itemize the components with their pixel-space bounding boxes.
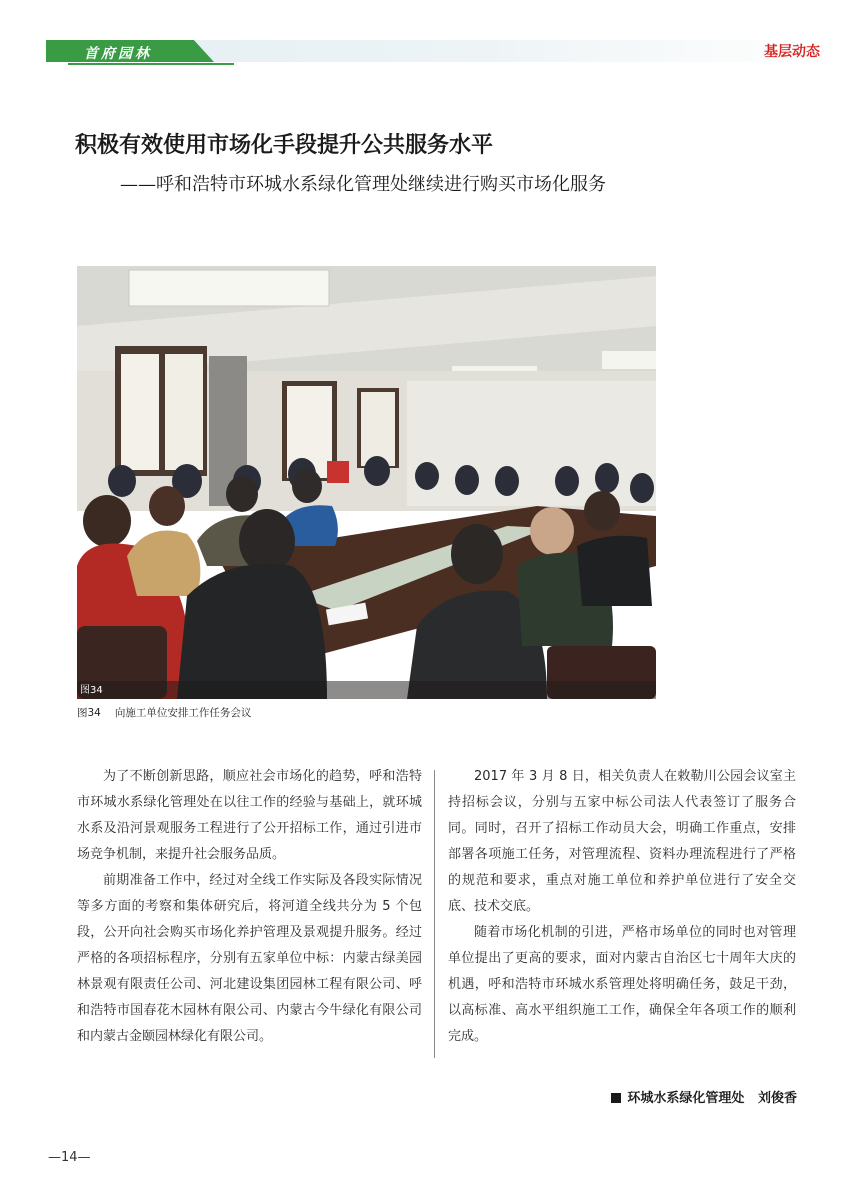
byline	[611, 1087, 797, 1106]
section-underline	[68, 63, 234, 65]
meeting-photo	[77, 266, 656, 699]
caption-text: 向施工单位安排工作任务会议	[114, 707, 252, 719]
column-divider	[434, 770, 435, 1058]
body-column-right	[448, 764, 796, 1050]
byline-author: 刘俊香	[757, 1091, 797, 1106]
paragraph: 为了不断创新思路，顺应社会市场化的趋势，呼和浩特市环城水系绿化管理处在以往工作的经验与基础上，就环城水系及沿河景观服务工程进行了公开招标工作，通过引进市场竞争机制，来提升社会服务品质。	[77, 769, 422, 862]
page-number: —14—	[48, 1150, 91, 1165]
square-bullet-icon	[611, 1093, 621, 1103]
section-label: 首府园林	[84, 46, 152, 62]
category-label: 基层动态	[764, 44, 820, 60]
photo-overlay-label: 图34	[80, 685, 103, 696]
caption-number: 图34	[77, 707, 101, 719]
article-title: 积极有效使用市场化手段提升公共服务水平	[75, 133, 494, 158]
article-subtitle: ——呼和浩特市环城水系绿化管理处继续进行购买市场化服务	[120, 174, 606, 195]
paragraph: 随着市场化机制的引进，严格市场单位的同时也对管理单位提出了更高的要求，面对内蒙古自治区七十周年大庆的机遇，呼和浩特市环城水系管理处将明确任务，鼓足干劲，以高标准、高水平组织施工工作，确保全年各项工作的顺利完成。	[448, 925, 796, 1044]
figure-caption	[77, 705, 251, 720]
paragraph: 前期准备工作中，经过对全线工作实际及各段实际情况等多方面的考察和集体研究后，将河道全线共分为 5 个包段，公开向社会购买市场化养护管理及景观提升服务。经过严格的各项招标程序，分别有五家单位中标：内蒙古绿美园林景观有限责任公司、河北建设集团园林工程有限公司、呼和浩特市国春花木园林有限公司、内蒙古今牛绿化有限公司和内蒙古金颐园林绿化有限公司。	[77, 873, 422, 1044]
body-column-left	[77, 764, 422, 1050]
byline-organization: 环城水系绿化管理处	[627, 1091, 745, 1106]
meeting-photo-illustration	[77, 266, 656, 699]
paragraph: 2017 年 3 月 8 日，相关负责人在敕勒川公园会议室主持招标会议，分别与五家中标公司法人代表签订了服务合同。同时，召开了招标工作动员大会，明确工作重点，安排部署各项施工任务，对管理流程、资料办理流程进行了严格的规范和要求，重点对施工单位和养护单位进行了安全交底、技术交底。	[448, 769, 796, 914]
